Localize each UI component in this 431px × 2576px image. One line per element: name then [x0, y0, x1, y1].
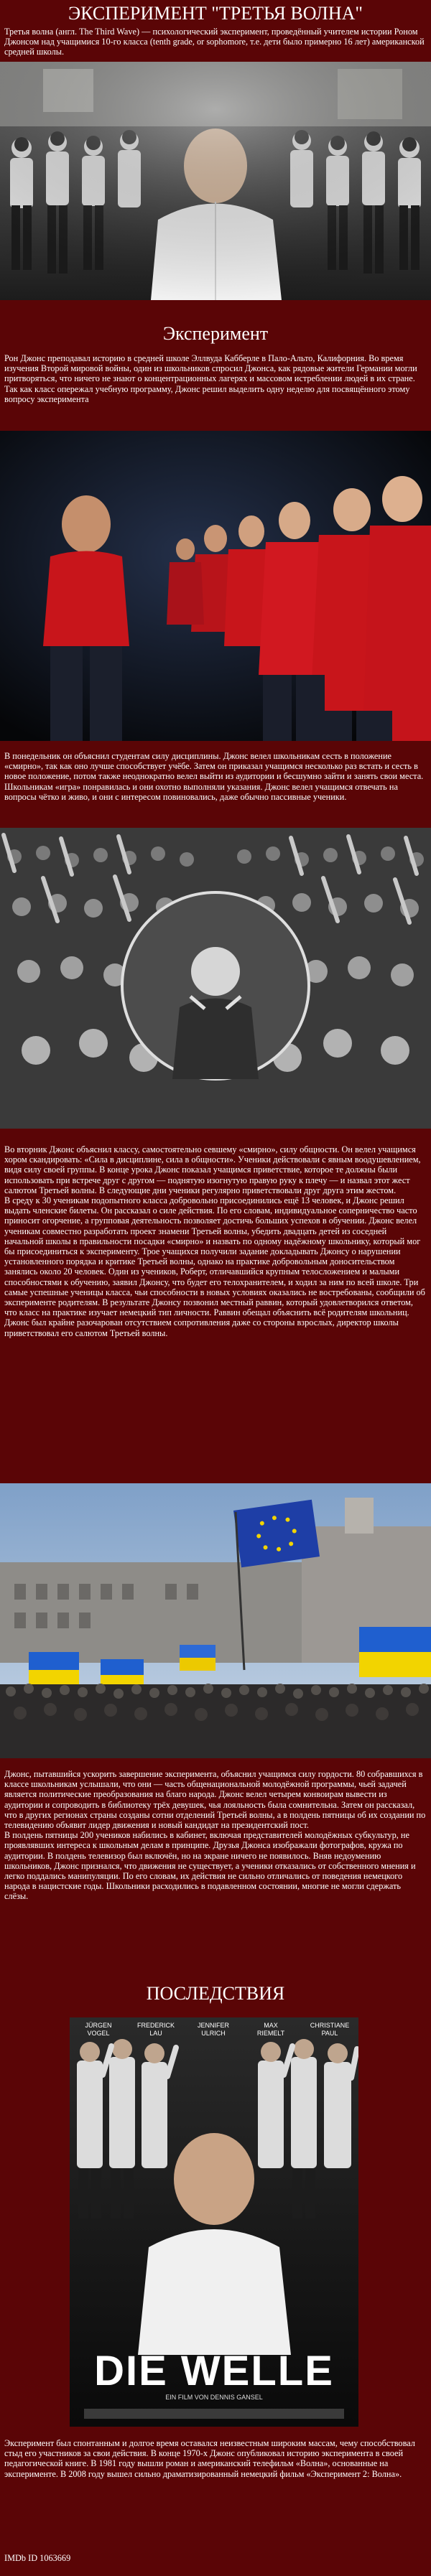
paragraph-5: Эксперимент был спонтанным и долгое время оставался неизвестным широким массам, чему способствовал стыд его участников за свои действия. В конце 1970-х Джонс опубликовал историю эксперимента в своей педагогической книге. В 1981 году вышли роман и американский телефильм «Волна», основанные на эксперименте. В 2008 году вышел сильно драматизированный немецкий фильм «Эксперимент 2: Волна».	[4, 2438, 415, 2479]
poster-credit: EIN FILM VON DENNIS GANSEL	[165, 2394, 263, 2401]
crowd-salute-photo	[0, 828, 431, 1129]
poster-title: DIE WELLE	[94, 2348, 334, 2394]
die-welle-poster	[70, 2017, 358, 2427]
cast-surname-5: PAUL	[321, 2030, 338, 2037]
section-heading-experiment: Эксперимент	[162, 323, 269, 344]
section-heading-consequences: ПОСЛЕДСТВИЯ	[146, 1983, 285, 2004]
cast-name-1: JÜRGEN	[85, 2022, 112, 2029]
classroom-photo	[0, 62, 431, 300]
cast-surname-4: RIEMELT	[256, 2030, 285, 2037]
cast-name-5: CHRISTIANE	[310, 2022, 350, 2029]
intro-paragraph: Третья волна (англ. The Third Wave) — психологический эксперимент, проведённый учителем истории Роном Джонсом над учащимися 10-го класса (tenth grade, or sophomore, т.е. дети было примерно 16 лет) американской средней школы.	[4, 27, 425, 57]
paragraph-3: Во вторник Джонс объяснил классу, самостоятельно севшему «смирно», силу общности. Он велел учащимся хором скандировать: «Сила в дисциплине, сила в общности». Ученики действовали с явным воодушевлением, видя силу своей группы. В конце урока Джонс показал учащимся приветствие, которое те должны были использовать при встрече друг с другом — поднятую изогнутую правую руку к плечу — и назвал этот жест салютом Третьей волны. В следующие дни ученики регулярно приветствовали друг друга этим жестом. В среду к 30 ученикам подопытного класса добровольно присоединились ещё 13 человек, и Джонс решил выдать членские билеты. Он рассказал о силе действия. По его словам, индивидуальное соперничество часто приносит огорчение, а групповая деятельность позволяет достичь больших успехов в обучении. Джонс велел ученикам совместно разработать проект знамени Третьей волны, убедить двадцать детей из соседней начальной школы в правильности посадки «смирно» и назвать по одному надёжному школьнику, который мог бы присоединиться к эксперименту. Трое учащихся получили задание докладывать Джонсу о нарушении установленного порядка и критике Третьей волны, однако на практике добровольным доносительством занялись около 20 человек. Один из учеников, Роберт, отличавшийся крупным телосложением и малыми способностями к обучению, заявил Джонсу, что будет его телохранителем, и ходил за ним по всей школе. Три самые успешные ученицы класса, чьи способности в новых условиях оказались не востребованы, сообщили об эксперименте родителям. В результате Джонсу позвонил местный раввин, который удовлетворился ответом, что класс на практике изучает немецкий тип личности. Раввин обещал объяснить всё родителям школьниц. Джонс был крайне разочарован отсутствием сопротивления даже со стороны взрослых, директор школы приветствовал его салютом Третьей волны.	[4, 1144, 425, 1338]
cast-surname-1: VOGEL	[87, 2030, 110, 2037]
imdb-id: IMDb ID 1063669	[4, 2553, 71, 2563]
paragraph-2: В понедельник он объяснил студентам силу дисциплины. Джонс велел школьникам сесть в положение «смирно», так как оно лучше способствует учёбе. Затем он приказал учащимся несколько раз встать и сесть в новое положение, потом также неоднократно велел выйти из аудитории и бесшумно зайти и занять свои места. Школьникам «игра» понравилась и они охотно выполняли указания. Джонс велел учащимся отвечать на вопросы чётко и живо, и они с интересом повиновались, даже обычно пассивные ученики.	[4, 751, 424, 802]
page-title: ЭКСПЕРИМЕНТ "ТРЕТЬЯ ВОЛНА"	[68, 3, 363, 24]
cast-surname-2: LAU	[149, 2030, 162, 2037]
paragraph-4: Джонс, пытавшийся ускорить завершение эксперимента, объяснил учащимся силу гордости. 80 собравшихся в классе школьникам услышали, что они — часть общенациональной молодёжной программы, чьей задачей является политические преобразования на благо народа. Джонс велел четырем конвоирам вывести из аудитории и сопроводить в библиотеку трёх девушек, чья лояльность была сомнительна. Затем он рассказал, что в других регионах страны созданы сотни отделений Третьей волны, а в полдень пятницы об их создании по телевидению объявит лидер движения и новый кандидат на президентский пост. В полдень пятницы 200 учеников набились в кабинет, включая представителей молодёжных субкультур, не проявлявших интереса к школьным делам в принципе. Друзья Джонса изображали фотографов, кружа по аудитории. В полдень телевизор был включён, но на экране ничего не появилось. Вняв недоумению школьников, Джонс признался, что движения не существует, а ученики отказались от собственного мнения и легко поддались манипуляции. По его словам, их действия не сильно отличались от поведения немецкого народа в нацистские годы. Школьники расходились в подавленном состоянии, многие не могли сдержать слёзы.	[4, 1769, 426, 1902]
cast-name-2: FREDERICK	[136, 2022, 175, 2029]
paragraph-1: Рон Джонс преподавал историю в средней школе Эллвуда Кабберле в Пало-Альто, Калифорния. Во время изучения Второй мировой войны, один из школьников спросил Джонса, как рядовые жители Германии могли притворяться, что ничего не знают о концентрационных лагерях и массовом истреблении людей в их стране. Так как класс опережал учебную программу, Джонс решил выделить одну неделю для посвящённого этому вопросу эксперимента	[4, 353, 417, 404]
cast-surname-3: ULRICH	[201, 2030, 226, 2037]
flags-square-photo	[0, 1483, 431, 1758]
cast-name-4: MAX	[264, 2022, 278, 2029]
red-shirts-photo	[0, 431, 431, 741]
cast-name-3: JENNIFER	[197, 2022, 230, 2029]
